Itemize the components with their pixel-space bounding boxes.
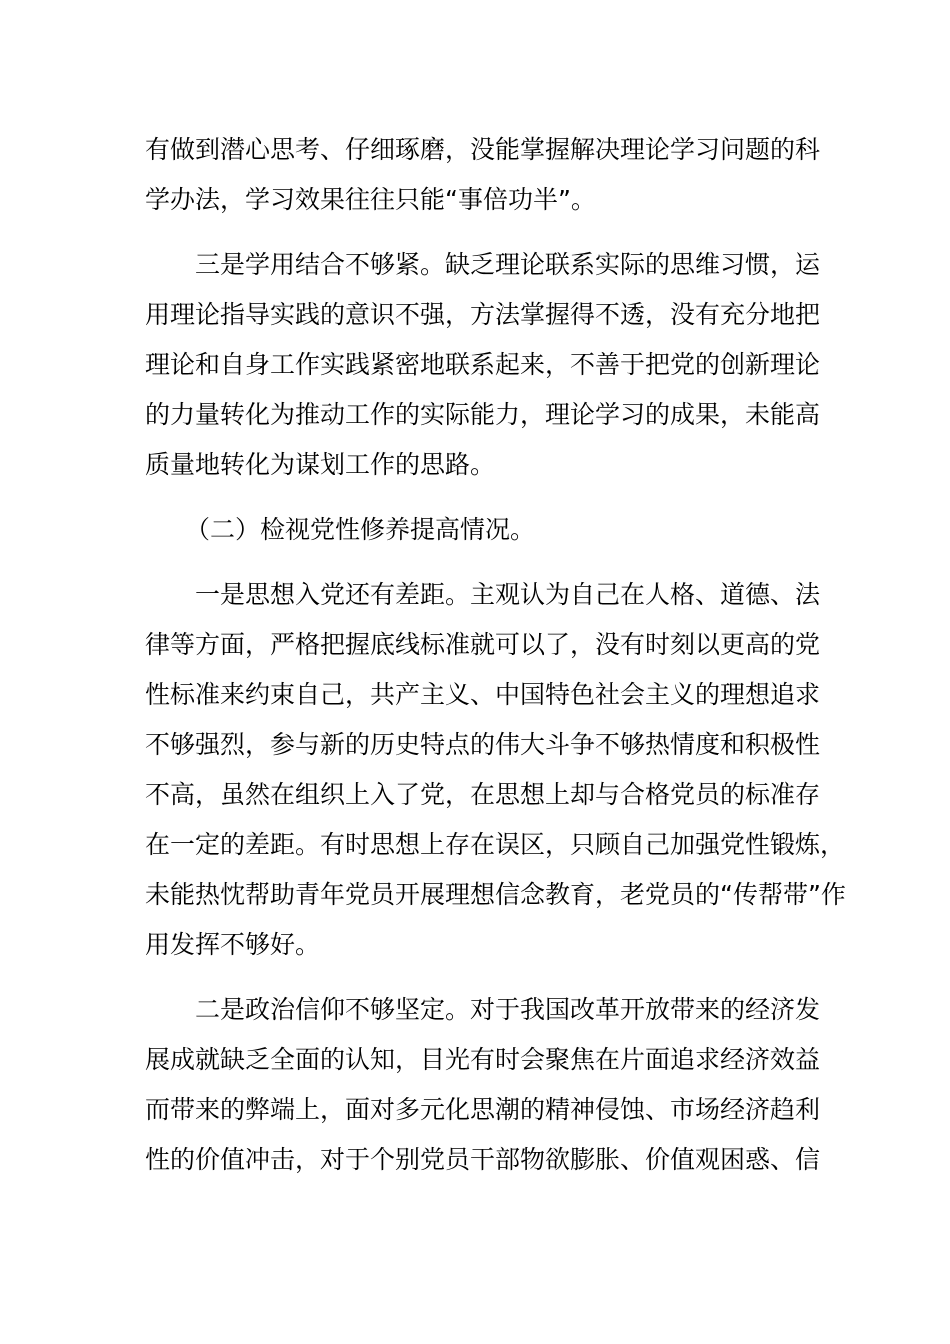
text-line: 有做到潜心思考、仔细琢磨，没能掌握解决理论学习问题的科 (145, 135, 821, 164)
text-line: 不够强烈，参与新的历史特点的伟大斗争不够热情度和积极性 (145, 730, 821, 759)
text-line: 二是政治信仰不够坚定。对于我国改革开放带来的经济发 (195, 995, 821, 1024)
text-line: 一是思想入党还有差距。主观认为自己在人格、道德、法 (195, 580, 821, 609)
paragraph-second-point (145, 985, 821, 1185)
text-line: 在一定的差距。有时思想上存在误区，只顾自己加强党性锻炼， (145, 830, 846, 859)
paragraph-third-point (145, 240, 821, 490)
text-line: 展成就缺乏全面的认知，目光有时会聚焦在片面追求经济效益 (145, 1045, 821, 1074)
document-page (145, 125, 846, 1200)
section-heading (145, 505, 807, 555)
paragraph-first-point (145, 570, 846, 970)
text-line: 质量地转化为谋划工作的思路。 (145, 450, 496, 479)
text-line: 用发挥不够好。 (145, 930, 321, 959)
text-line: 学办法，学习效果往往只能“事倍功半”。 (145, 185, 596, 214)
text-line: 而带来的弊端上，面对多元化思潮的精神侵蚀、市场经济趋利 (145, 1095, 821, 1124)
text-line: 性标准来约束自己，共产主义、中国特色社会主义的理想追求 (145, 680, 821, 709)
text-line: 律等方面，严格把握底线标准就可以了，没有时刻以更高的党 (145, 630, 821, 659)
text-line: 用理论指导实践的意识不强，方法掌握得不透，没有充分地把 (145, 300, 821, 329)
text-line: 的力量转化为推动工作的实际能力，理论学习的成果，未能高 (145, 400, 821, 429)
heading-line: （二）检视党性修养提高情况。 (185, 515, 536, 544)
text-line: 三是学用结合不够紧。缺乏理论联系实际的思维习惯，运 (195, 250, 821, 279)
text-line: 不高，虽然在组织上入了党，在思想上却与合格党员的标准存 (145, 780, 821, 809)
text-line: 未能热忱帮助青年党员开展理想信念教育，老党员的“传帮带”作 (145, 880, 846, 909)
paragraph-continuation (145, 125, 821, 225)
text-line: 理论和自身工作实践紧密地联系起来，不善于把党的创新理论 (145, 350, 821, 379)
text-line: 性的价值冲击，对于个别党员干部物欲膨胀、价值观困惑、信 (145, 1145, 821, 1174)
